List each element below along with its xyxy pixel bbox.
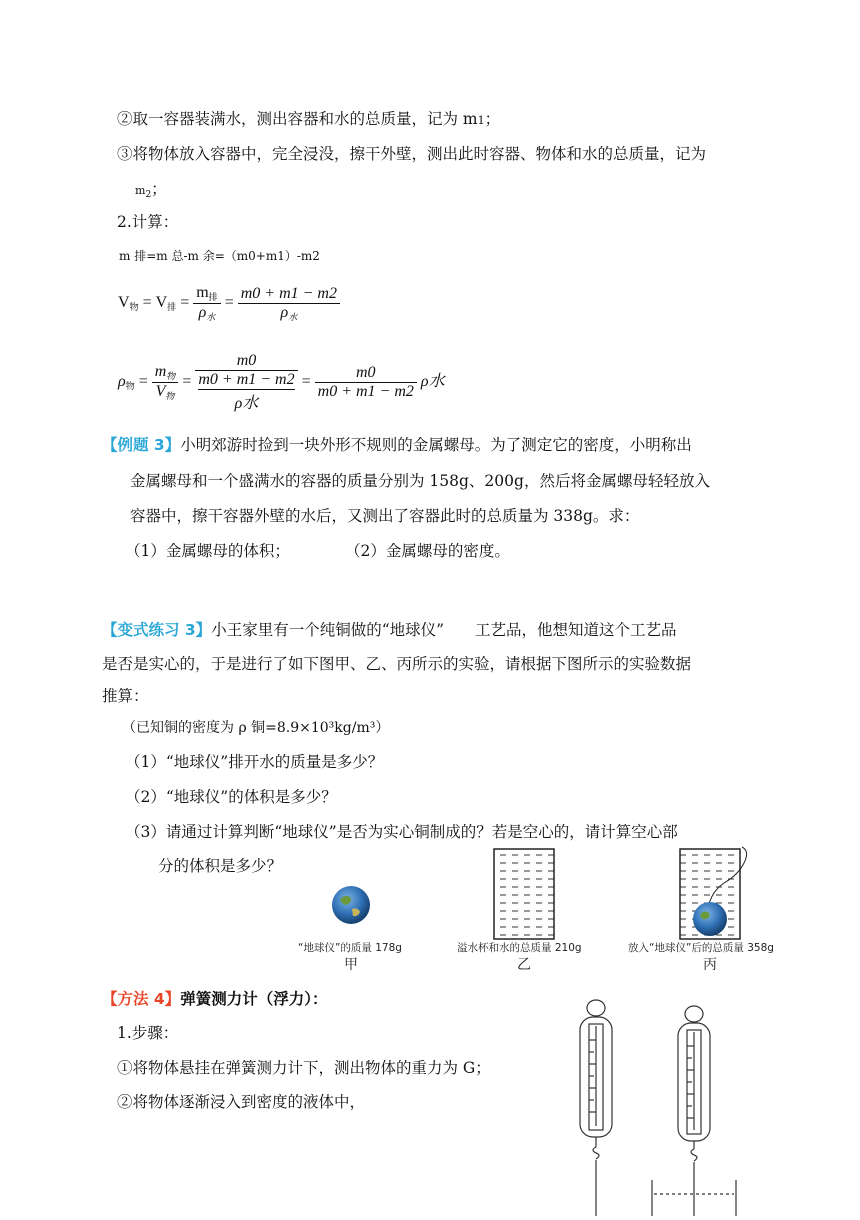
- f3-rho-shui: ρ水: [420, 373, 445, 391]
- beaker-with-globe-icon: [680, 847, 747, 939]
- f3-frac-3: [315, 364, 417, 401]
- example-3-q1: （1）金属螺母的体积；: [125, 542, 290, 560]
- practice-3-q3-cont: 分的体积是多少？: [158, 857, 283, 875]
- f3-den-b: m0 + m1 − m2: [317, 383, 414, 400]
- beaker-icon: [494, 849, 554, 939]
- f3-den-rho: ρ水: [234, 395, 259, 412]
- example-3-tag: 【例题 3】: [102, 436, 181, 454]
- f3-m0-b: m0: [315, 364, 417, 383]
- f3-den-num: m0 + m1 − m2: [198, 371, 295, 388]
- practice-3-known: （已知铜的密度为 ρ 铜=8.9×10³kg/m³）: [122, 720, 390, 736]
- practice-3-line1: 小王家里有一个纯铜做的“地球仪” 工艺品，他想知道这个工艺品: [211, 621, 677, 639]
- practice-3-line3: 推算：: [102, 687, 149, 705]
- f2-v: V: [118, 294, 130, 312]
- f2-v2: V: [155, 294, 168, 312]
- example-3-line2: 金属螺母和一个盛满水的容器的质量分别为 158g、200g，然后将金属螺母轻轻放入: [130, 472, 710, 490]
- f3-m0: m0: [195, 352, 297, 371]
- globe-icon: [332, 886, 370, 924]
- f2-rho2: ρ: [280, 303, 289, 321]
- example-3-line3: 容器中，擦干容器外壁的水后，又测出了容器此时的总质量为 338g。求：: [130, 507, 640, 525]
- f3-v: V: [155, 383, 166, 400]
- f2-shui: 水: [206, 312, 216, 322]
- step-2: [117, 108, 500, 132]
- spring-scale-in-liquid-icon: [652, 1006, 736, 1216]
- formula-density: $\rho_物$ = $\frac{m_物}{V_物}$ = m0 m0 + m1 − m2 ρ水 = $\frac{m0}{m0 + m1 - m2}$ ρ水: [118, 352, 445, 412]
- f3-frac-2: [195, 352, 297, 413]
- practice-3: [102, 619, 677, 641]
- f3-wu2: 物: [166, 371, 176, 381]
- formula-mass-displaced: [119, 245, 320, 267]
- step-2-end: ；: [484, 110, 501, 128]
- f3-den: [195, 371, 297, 413]
- step-3-cont: [135, 178, 167, 206]
- f3-frac-1: [152, 363, 179, 402]
- caption-3: 放入“地球仪”后的总质量 358g: [628, 942, 774, 954]
- label-jia: 甲: [344, 957, 358, 973]
- practice-3-tag: 【变式练习 3】: [102, 621, 212, 639]
- f3-wu3: 物: [165, 391, 175, 401]
- method-4-step-2: ②将物体逐渐浸入到密度的液体中，: [117, 1093, 366, 1111]
- example-3-q2: （2）金属螺母的密度。: [345, 542, 510, 560]
- spring-scale-figure: [570, 990, 770, 1216]
- example-3-line1: 小明郊游时捡到一块外形不规则的金属螺母。为了测定它的密度，小明称出: [180, 436, 692, 454]
- step-3-sub: 2: [145, 190, 152, 200]
- method-4-title: 弹簧测力计（浮力）：: [180, 990, 328, 1008]
- label-yi: 乙: [517, 957, 531, 973]
- step-3-m: m: [135, 184, 146, 197]
- step-3-end: ；: [151, 180, 167, 198]
- f2-frac-1: [193, 284, 220, 323]
- method-4-tag: 【方法 4】: [102, 990, 181, 1008]
- f3-m: m: [154, 363, 167, 380]
- method-4-step-1: ①将物体悬挂在弹簧测力计下，测出物体的重力为 G；: [117, 1059, 491, 1077]
- f3-wu: 物: [125, 381, 135, 392]
- globe-experiment-figure: [294, 843, 790, 973]
- f2-rho: ρ: [198, 304, 207, 321]
- formula-1-text: m 排=m 总-m 余=（m0+m1）-m2: [119, 249, 320, 263]
- label-bing: 丙: [703, 957, 717, 973]
- practice-3-line2: 是否是实心的，于是进行了如下图甲、乙、丙所示的实验，请根据下图所示的实验数据: [102, 655, 692, 673]
- f2-shui2: 水: [288, 311, 298, 322]
- step-2-sub: 1: [477, 114, 485, 127]
- calc-title: 2.计算：: [117, 213, 179, 231]
- example-3: [102, 434, 692, 456]
- caption-1: “地球仪”的质量 178g: [298, 942, 402, 954]
- method-4-steps-title: 1.步骤：: [117, 1024, 179, 1042]
- f2-pai2: 排: [208, 292, 218, 302]
- f2-wu: 物: [129, 302, 139, 313]
- method-4: [102, 988, 327, 1010]
- f2-num2: m0 + m1 − m2: [238, 285, 340, 304]
- formula-volume: $V_物 = V_排$ = $\frac{m_排}{\rho_水}$ = $\frac{m0 + m1 - m2}{\rho_水}$: [118, 284, 340, 323]
- spring-scales-drawing: [570, 990, 770, 1216]
- practice-3-q1: （1）“地球仪”排开水的质量是多少？: [125, 753, 384, 771]
- practice-3-q3: （3）请通过计算判断“地球仪”是否为实心铜制成的？若是空心的，请计算空心部: [125, 823, 678, 841]
- step-2-text: ②取一容器装满水，测出容器和水的总质量，记为 m: [117, 110, 478, 128]
- f2-frac-2: [238, 285, 340, 323]
- practice-3-q2: （2）“地球仪”的体积是多少？: [125, 788, 337, 806]
- spring-scale-icon: [580, 1000, 612, 1216]
- step-3: ③将物体放入容器中，完全浸没，擦干外壁，测出此时容器、物体和水的总质量，记为: [117, 145, 707, 163]
- f2-pai: 排: [167, 302, 177, 313]
- f2-m: m: [196, 284, 209, 301]
- f3-rho: ρ: [118, 373, 126, 391]
- caption-2: 溢水杯和水的总质量 210g: [457, 942, 582, 954]
